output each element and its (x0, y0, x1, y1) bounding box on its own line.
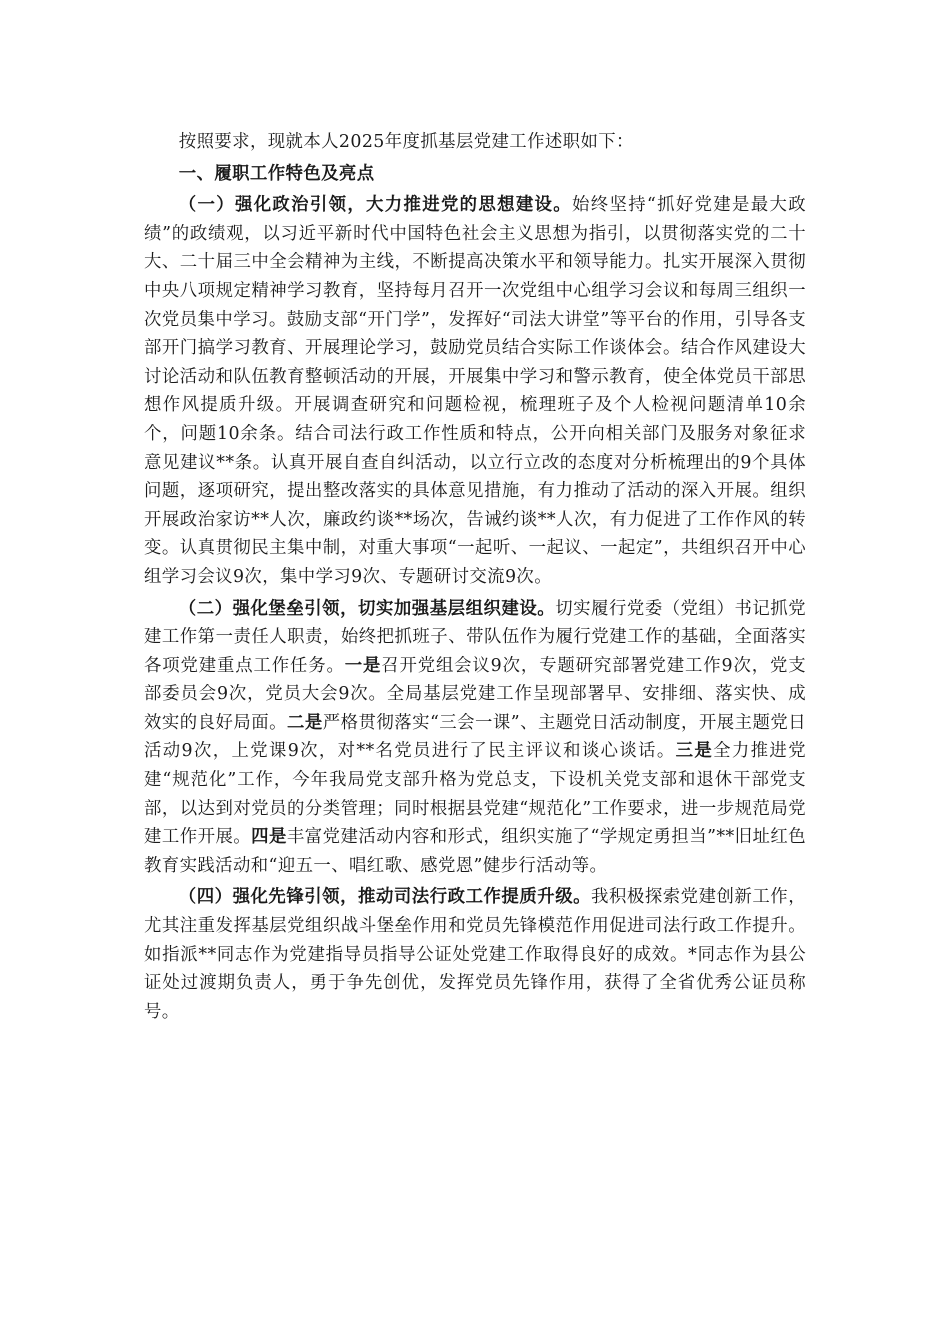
paragraph-body: 始终坚持“抓好党建是最大政绩”的政绩观，以习近平新时代中国特色社会主义思想为指引，以贯彻落实党的二十大、二十届三中全会精神为主线，不断提高决策水平和领导能力。扎实开展深入贯彻中央八项规定精神学习教育，坚持每月召开一次党组中心组学习会议和每周三组织一次党员集中学习。鼓励支部“开门学”，发挥好“司法大讲堂”等平台的作用，引导各支部开门搞学习教育、开展理论学习，鼓励党员结合实际工作谈体会。结合作风建设大讨论活动和队伍教育整顿活动的开展，开展集中学习和警示教育，使全体党员干部思想作风提质升级。开展调查研究和问题检视，梳理班子及个人检视问题清单10余个，问题10余条。结合司法行政工作性质和特点，公开向相关部门及服务对象征求意见建议**条。认真开展自查自纠活动，以立行立改的态度对分析梳理出的9个具体问题，逐项研究，提出整改落实的具体意见措施，有力推动了活动的深入开展。组织开展政治家访**人次，廉政约谈**场次，告诫约谈**人次，有力促进了工作作风的转变。认真贯彻民主集中制，对重大事项“一起听、一起议、一起定”，共组织召开中心组学习会议9次，集中学习9次、专题研讨交流9次。 (144, 195, 806, 587)
section-heading: 一、履职工作特色及亮点 (178, 163, 375, 184)
paragraph-lead: （一）强化政治引领，大力推进党的思想建设。 (178, 195, 573, 216)
paragraph-political-leadership (144, 191, 806, 591)
paragraph-body: 切实履行党委（党组）书记抓党建工作第一责任人职责，始终把抓班子、带队伍作为履行党建工作的基础，全面落实各项党建重点工作任务。 (144, 598, 806, 676)
paragraph-lead: （二）强化堡垒引领，切实加强基层组织建设。 (178, 598, 556, 619)
enumeration-keyword: 四是 (251, 827, 287, 848)
enumeration-keyword: 三是 (675, 741, 714, 762)
paragraph-body: 召开党组会议9次，专题研究部署党建工作9次，党支部委员会9次，党员大会9次。全局基层党建工作呈现部署早、安排细、落实快、成效实的良好局面。 (144, 655, 806, 733)
enumeration-keyword: 一是 (344, 655, 382, 676)
paragraph-vanguard-leadership (144, 883, 806, 1026)
paragraph-body: 严格贯彻落实“三会一课”、主题党日活动制度，开展主题党日活动9次，上党课9次，对**名党员进行了民主评议和谈心谈话。 (144, 712, 807, 762)
paragraph-lead: （四）强化先锋引领，推动司法行政工作提质升级。 (178, 887, 592, 908)
document-body (144, 128, 806, 1026)
paragraph-organization-building (144, 595, 806, 881)
enumeration-keyword: 二是 (286, 712, 323, 733)
paragraph-body: 我积极探索党建创新工作，尤其注重发挥基层党组织战斗堡垒作用和党员先锋模范作用促进司法行政工作提升。如指派**同志作为党建指导员指导公证处党建工作取得良好的成效。*同志作为县公证处过渡期负责人，勇于争先创优，发挥党员先锋作用，获得了全省优秀公证员称号。 (144, 887, 806, 1022)
paragraph-body: 全力推进党建“规范化”工作，今年我局党支部升格为党总支，下设机关党支部和退休干部党支部，以达到对党员的分类管理；同时根据县党建“规范化”工作要求，进一步规范局党建工作开展。 (144, 741, 806, 848)
paragraph-body: 丰富党建活动内容和形式，组织实施了“学规定勇担当”**旧址红色教育实践活动和“迎五一、唱红歌、感党恩”健步行活动等。 (144, 827, 806, 876)
intro-paragraph: 按照要求，现就本人2025年度抓基层党建工作述职如下： (178, 132, 634, 152)
